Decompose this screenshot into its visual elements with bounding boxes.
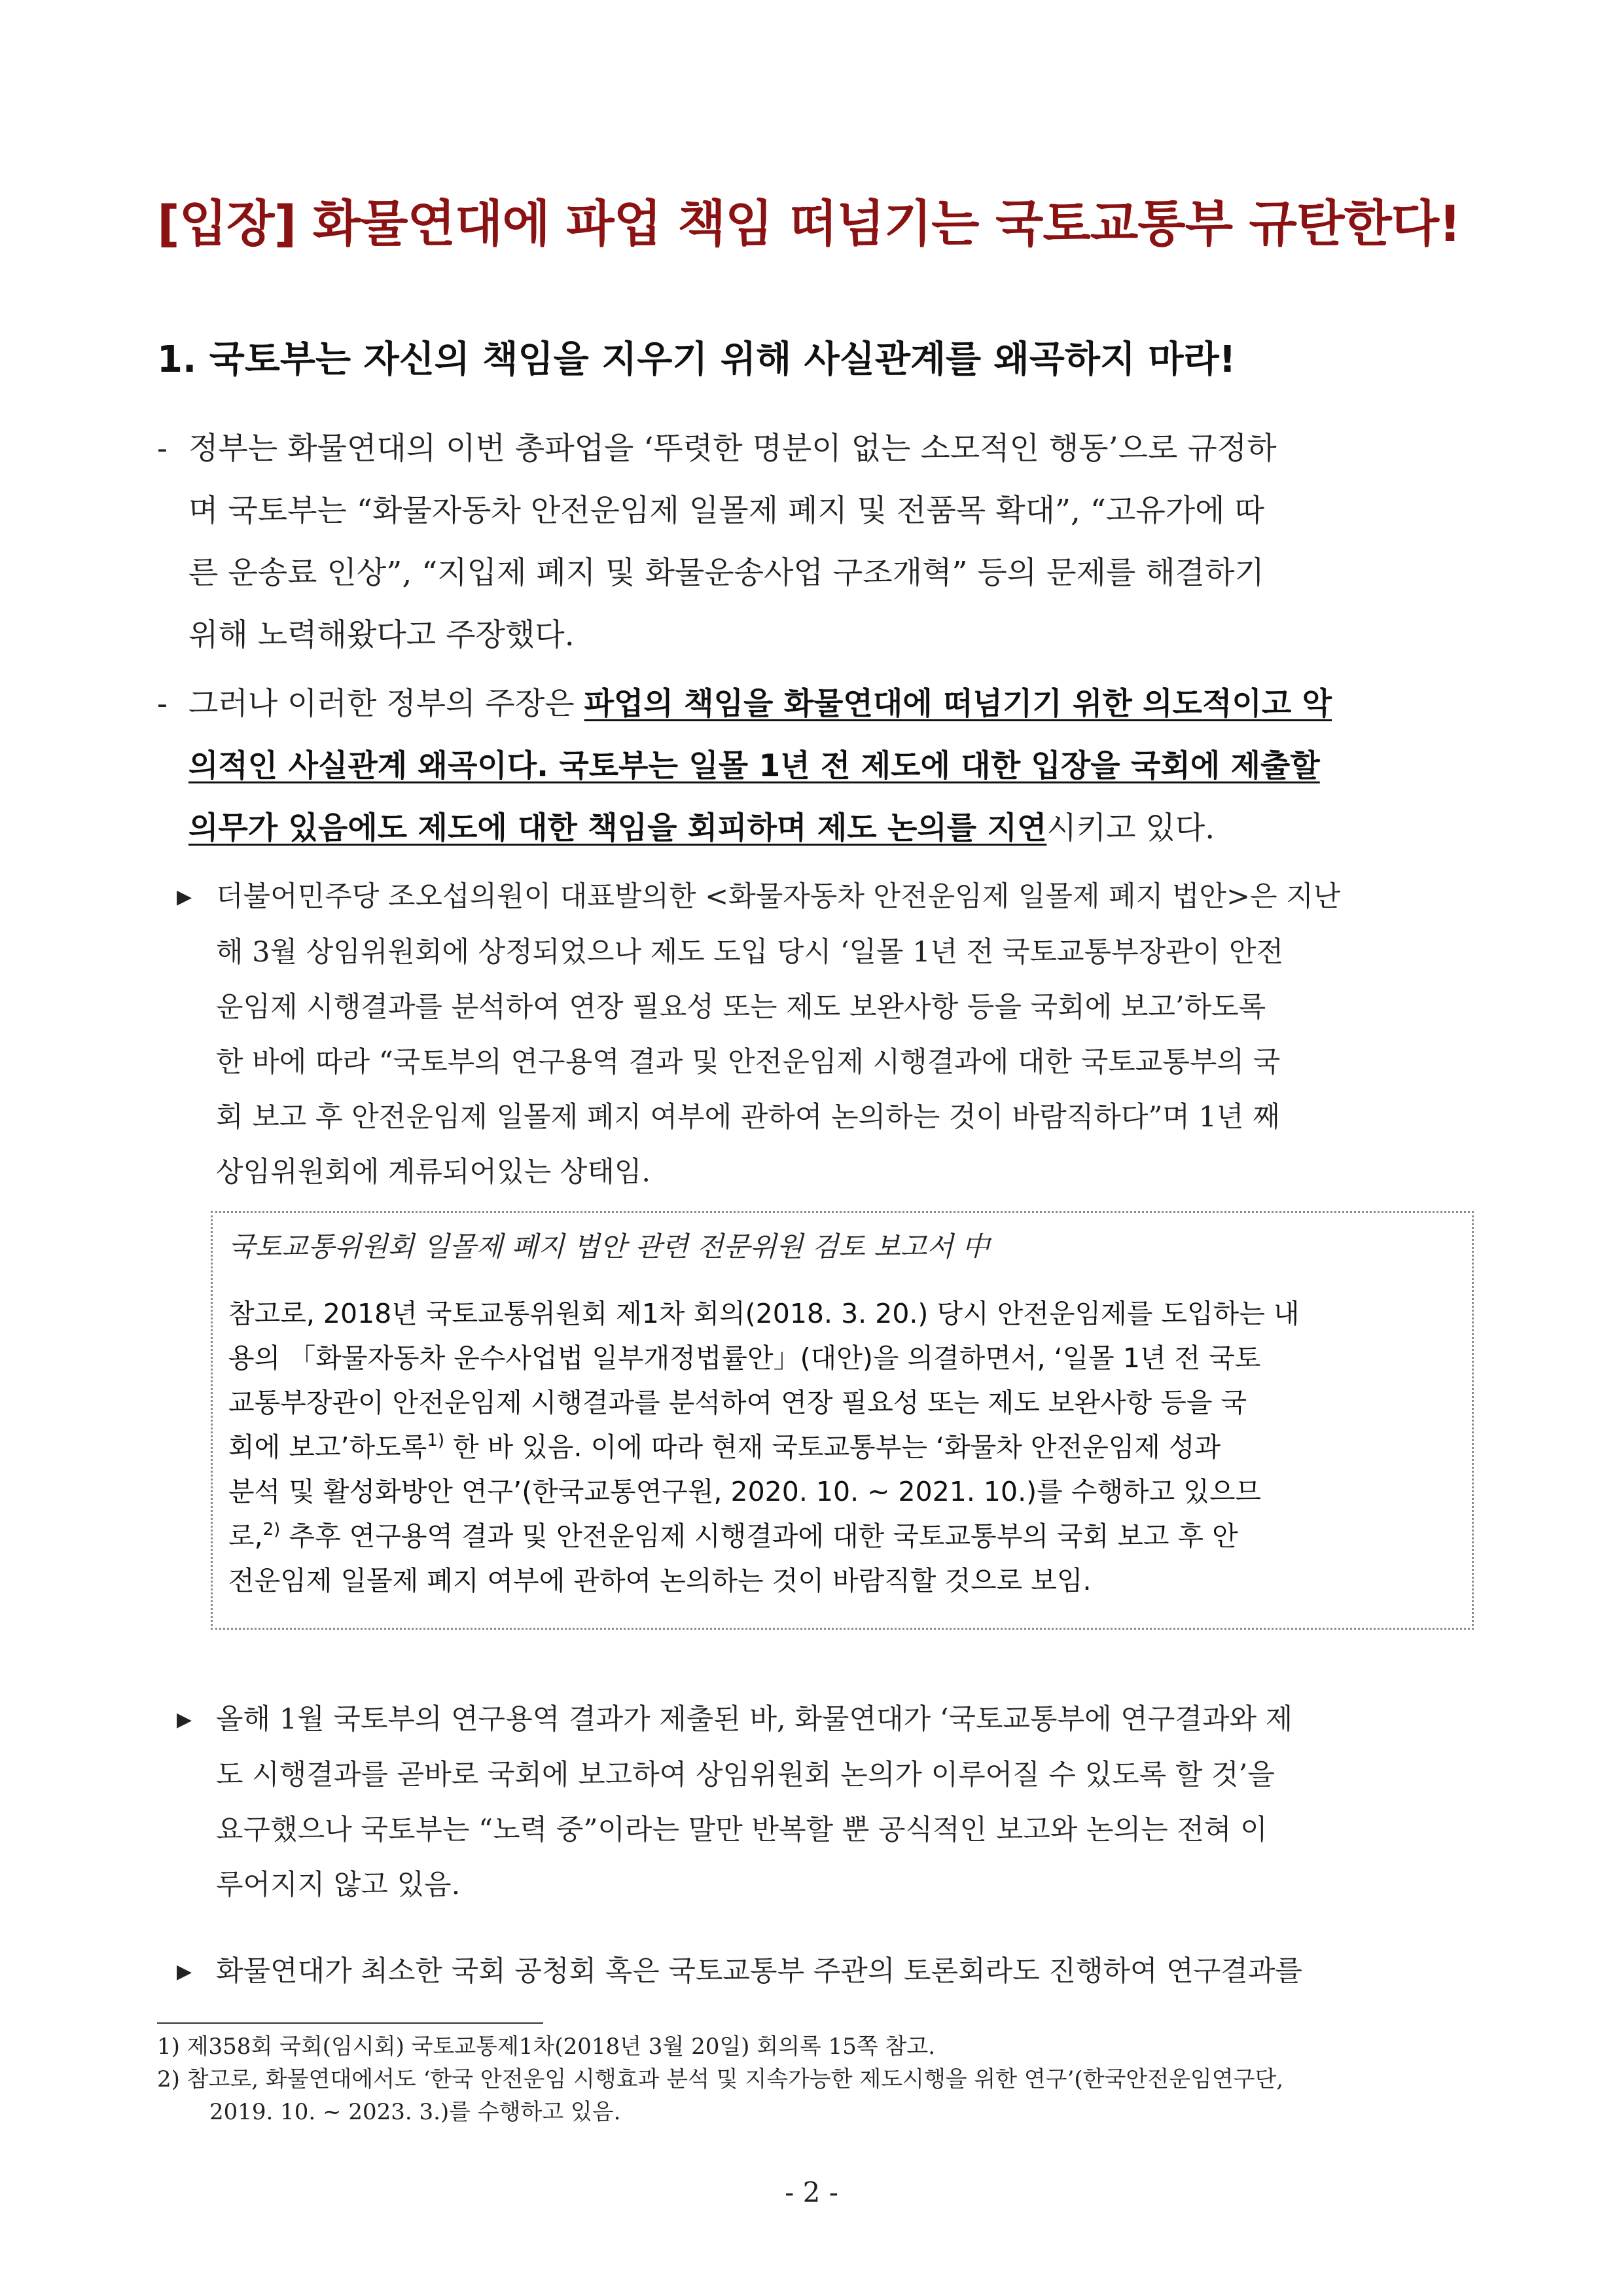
- emphasis-text: 의적인 사실관계 왜곡이다. 국토부는 일몰 1년 전 제도에 대한 입장을 국회에 제출할: [188, 748, 1320, 784]
- quote-box-body: 참고로, 2018년 국토교통위원회 제1차 회의(2018. 3. 20.) 당시 안전운임제를 도입하는 내 용의 「화물자동차 운수사업법 일부개정법률안」(대안)을 의결하면서, ‘일몰 1년 전 국토 교통부장관이 안전운임제 시행결과를 분석하여 연장 필요성 또는 제도 보완사항 등을 국 회에 보고’하도록$^{1)}$ 한 바 있음. 이에 따라 현재 국토교통부는 ‘화물차 안전운임제 성과 분석 및 활성화방안 연구’(한국교통연구원, 2020. 10. ~ 2021. 10.)를 수행하고 있으므 로,$^{2)}$ 추후 연구용역 결과 및 안전운임제 시행결과에 대한 국토교통부의 국회 보고 후 안 전운임제 일몰제 폐지 여부에 관하여 논의하는 것이 바람직할 것으로 보임.: [228, 1298, 1300, 1596]
- paragraph-1-line: 위해 노력해왔다고 주장했다.: [188, 617, 575, 653]
- paragraph-1-line: - 정부는 화물연대의 이번 총파업을 ‘뚜렷한 명분이 없는 소모적인 행동’으로 규정하: [157, 418, 1479, 480]
- bullet-line: ▶ 올해 1월 국토부의 연구용역 결과가 제출된 바, 화물연대가 ‘국토교통부에 연구결과와 제: [177, 1692, 1479, 1748]
- bullet-line: 상임위원회에 계류되어있는 상태임.: [216, 1156, 651, 1189]
- bullet-line: 운임제 시행결과를 분석하여 연장 필요성 또는 제도 보완사항 등을 국회에 보고’하도록: [216, 991, 1266, 1024]
- dash-marker: -: [157, 686, 168, 722]
- bullet-2: [177, 1692, 1479, 1912]
- triangle-bullet-icon: ▶: [177, 886, 192, 908]
- bullet-line: 루어지지 않고 있음.: [216, 1869, 461, 1901]
- footnote-divider: [157, 2022, 543, 2024]
- footnote-2-cont: 2019. 10. ~ 2023. 3.)를 수행하고 있음.: [209, 2099, 621, 2125]
- footnote-1: 1) 제358회 국회(임시회) 국토교통제1차(2018년 3월 20일) 회의록 15쪽 참고.: [157, 2034, 936, 2060]
- bullet-line: 도 시행결과를 곧바로 국회에 보고하여 상임위원회 논의가 이루어질 수 있도록 할 것’을: [216, 1759, 1275, 1791]
- footnotes: [157, 2030, 1479, 2128]
- footnote-2: 2) 참고로, 화물연대에서도 ‘한국 안전운임 시행효과 분석 및 지속가능한 제도시행을 위한 연구’(한국안전운임연구단,: [157, 2066, 1284, 2092]
- bullet-1: [177, 869, 1479, 1200]
- bullet-line: ▶ 화물연대가 최소한 국회 공청회 혹은 국토교통부 주관의 토론회라도 진행하여 연구결과를: [177, 1944, 1479, 2000]
- bullet-line: 회 보고 후 안전운임제 일몰제 폐지 여부에 관하여 논의하는 것이 바람직하다”며 1년 째: [216, 1101, 1280, 1134]
- page-title: [입장] 화물연대에 파업 책임 떠넘기는 국토교통부 규탄한다!: [157, 194, 1461, 253]
- paragraph-1: [157, 418, 1479, 666]
- bullet-line: ▶ 더불어민주당 조오섭의원이 대표발의한 <화물자동차 안전운임제 일몰제 폐지 법안>은 지난: [177, 869, 1479, 925]
- emphasis-text: 의무가 있음에도 제도에 대한 책임을 회피하며 제도 논의를 지연: [188, 810, 1047, 846]
- section-heading: 1. 국토부는 자신의 책임을 지우기 위해 사실관계를 왜곡하지 마라!: [157, 338, 1236, 381]
- footnote-ref-1[interactable]: 1): [427, 1431, 444, 1450]
- paragraph-2: [157, 673, 1479, 859]
- paragraph-2-line: 의무가 있음에도 제도에 대한 책임을 회피하며 제도 논의를 지연시키고 있다.: [188, 810, 1215, 846]
- quote-box-title: 국토교통위원회 일몰제 폐지 법안 관련 전문위원 검토 보고서 中: [228, 1230, 990, 1263]
- bullet-3: [177, 1944, 1479, 2000]
- bullet-line: 요구했으나 국토부는 “노력 중”이라는 말만 반복할 뿐 공식적인 보고와 논의는 전혀 이: [216, 1814, 1268, 1846]
- triangle-bullet-icon: ▶: [177, 1960, 192, 1983]
- paragraph-1-line: 며 국토부는 “화물자동차 안전운임제 일몰제 폐지 및 전품목 확대”, “고유가에 따: [188, 493, 1264, 529]
- emphasis-text: 파업의 책임을 화물연대에 떠넘기기 위한 의도적이고 악: [584, 686, 1332, 722]
- quote-box: [211, 1211, 1474, 1630]
- page-number: - 2 -: [785, 2176, 838, 2208]
- paragraph-2-line: [157, 735, 1479, 797]
- footnote-ref-2[interactable]: 2): [262, 1520, 281, 1539]
- dash-marker: -: [157, 431, 168, 467]
- paragraph-1-line: 른 운송료 인상”, “지입제 폐지 및 화물운송사업 구조개혁” 등의 문제를 해결하기: [188, 555, 1264, 591]
- paragraph-2-line: - 그러나 이러한 정부의 주장은 파업의 책임을 화물연대에 떠넘기기 위한 의도적이고 악: [157, 673, 1479, 735]
- bullet-line: 한 바에 따라 “국토부의 연구용역 결과 및 안전운임제 시행결과에 대한 국토교통부의 국: [216, 1046, 1281, 1079]
- triangle-bullet-icon: ▶: [177, 1708, 192, 1731]
- bullet-line: 해 3월 상임위원회에 상정되었으나 제도 도입 당시 ‘일몰 1년 전 국토교통부장관이 안전: [216, 936, 1284, 969]
